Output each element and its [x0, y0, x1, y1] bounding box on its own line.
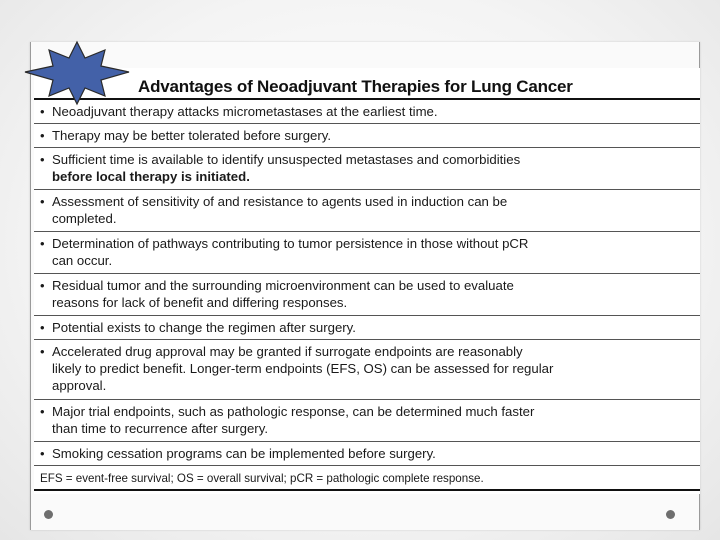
- row-line: Therapy may be better tolerated before surgery.: [52, 128, 332, 143]
- row-line: before local therapy is initiated.: [52, 169, 250, 185]
- table-row: [34, 340, 700, 400]
- row-line: Sufficient time is available to identify unsuspected metastases and comorbidities: [52, 152, 521, 167]
- row-line: reasons for lack of benefit and differing responses.: [52, 295, 348, 311]
- bullet-icon: •: [40, 194, 45, 209]
- bullet-icon: •: [40, 152, 45, 167]
- table-rows: [34, 100, 700, 466]
- row-line: Determination of pathways contributing to tumor persistence in those without pCR: [52, 236, 529, 251]
- bullet-icon: •: [40, 104, 45, 119]
- row-line: than time to recurrence after surgery.: [52, 421, 268, 437]
- bullet-icon: •: [40, 344, 45, 359]
- slide-dot-left: [44, 510, 53, 519]
- table-row: [34, 124, 700, 148]
- table-row: [34, 274, 700, 316]
- table-header: [34, 68, 700, 100]
- table-title: Advantages of Neoadjuvant Therapies for Lung Cancer: [138, 77, 573, 96]
- table-footnote: EFS = event-free survival; OS = overall survival; pCR = pathologic complete response.: [40, 472, 484, 485]
- bullet-icon: •: [40, 236, 45, 251]
- row-line: Potential exists to change the regimen after surgery.: [52, 320, 356, 335]
- table-row: [34, 232, 700, 274]
- table-row: [34, 442, 700, 466]
- table-row: [34, 190, 700, 232]
- table-row: [34, 316, 700, 340]
- footnote-divider: [34, 489, 700, 491]
- slide-dot-right: [666, 510, 675, 519]
- advantages-table: [34, 68, 700, 494]
- row-line: approval.: [52, 378, 107, 394]
- bullet-icon: •: [40, 128, 45, 143]
- table-row: [34, 400, 700, 442]
- row-line: can occur.: [52, 253, 113, 269]
- row-line: Major trial endpoints, such as pathologic response, can be determined much faster: [52, 404, 535, 419]
- bullet-icon: •: [40, 320, 45, 335]
- star-icon: [21, 40, 133, 106]
- row-line: Accelerated drug approval may be granted if surrogate endpoints are reasonably: [52, 344, 523, 359]
- row-line: Assessment of sensitivity of and resistance to agents used in induction can be: [52, 194, 508, 209]
- bullet-icon: •: [40, 404, 45, 419]
- row-line: Neoadjuvant therapy attacks micrometastases at the earliest time.: [52, 104, 438, 119]
- table-row: [34, 148, 700, 190]
- bullet-icon: •: [40, 278, 45, 293]
- table-row: [34, 100, 700, 124]
- row-line: likely to predict benefit. Longer-term endpoints (EFS, OS) can be assessed for regular: [52, 361, 554, 377]
- row-line: completed.: [52, 211, 117, 227]
- bullet-icon: •: [40, 446, 45, 461]
- row-line: Residual tumor and the surrounding microenvironment can be used to evaluate: [52, 278, 514, 293]
- row-line: Smoking cessation programs can be implemented before surgery.: [52, 446, 436, 461]
